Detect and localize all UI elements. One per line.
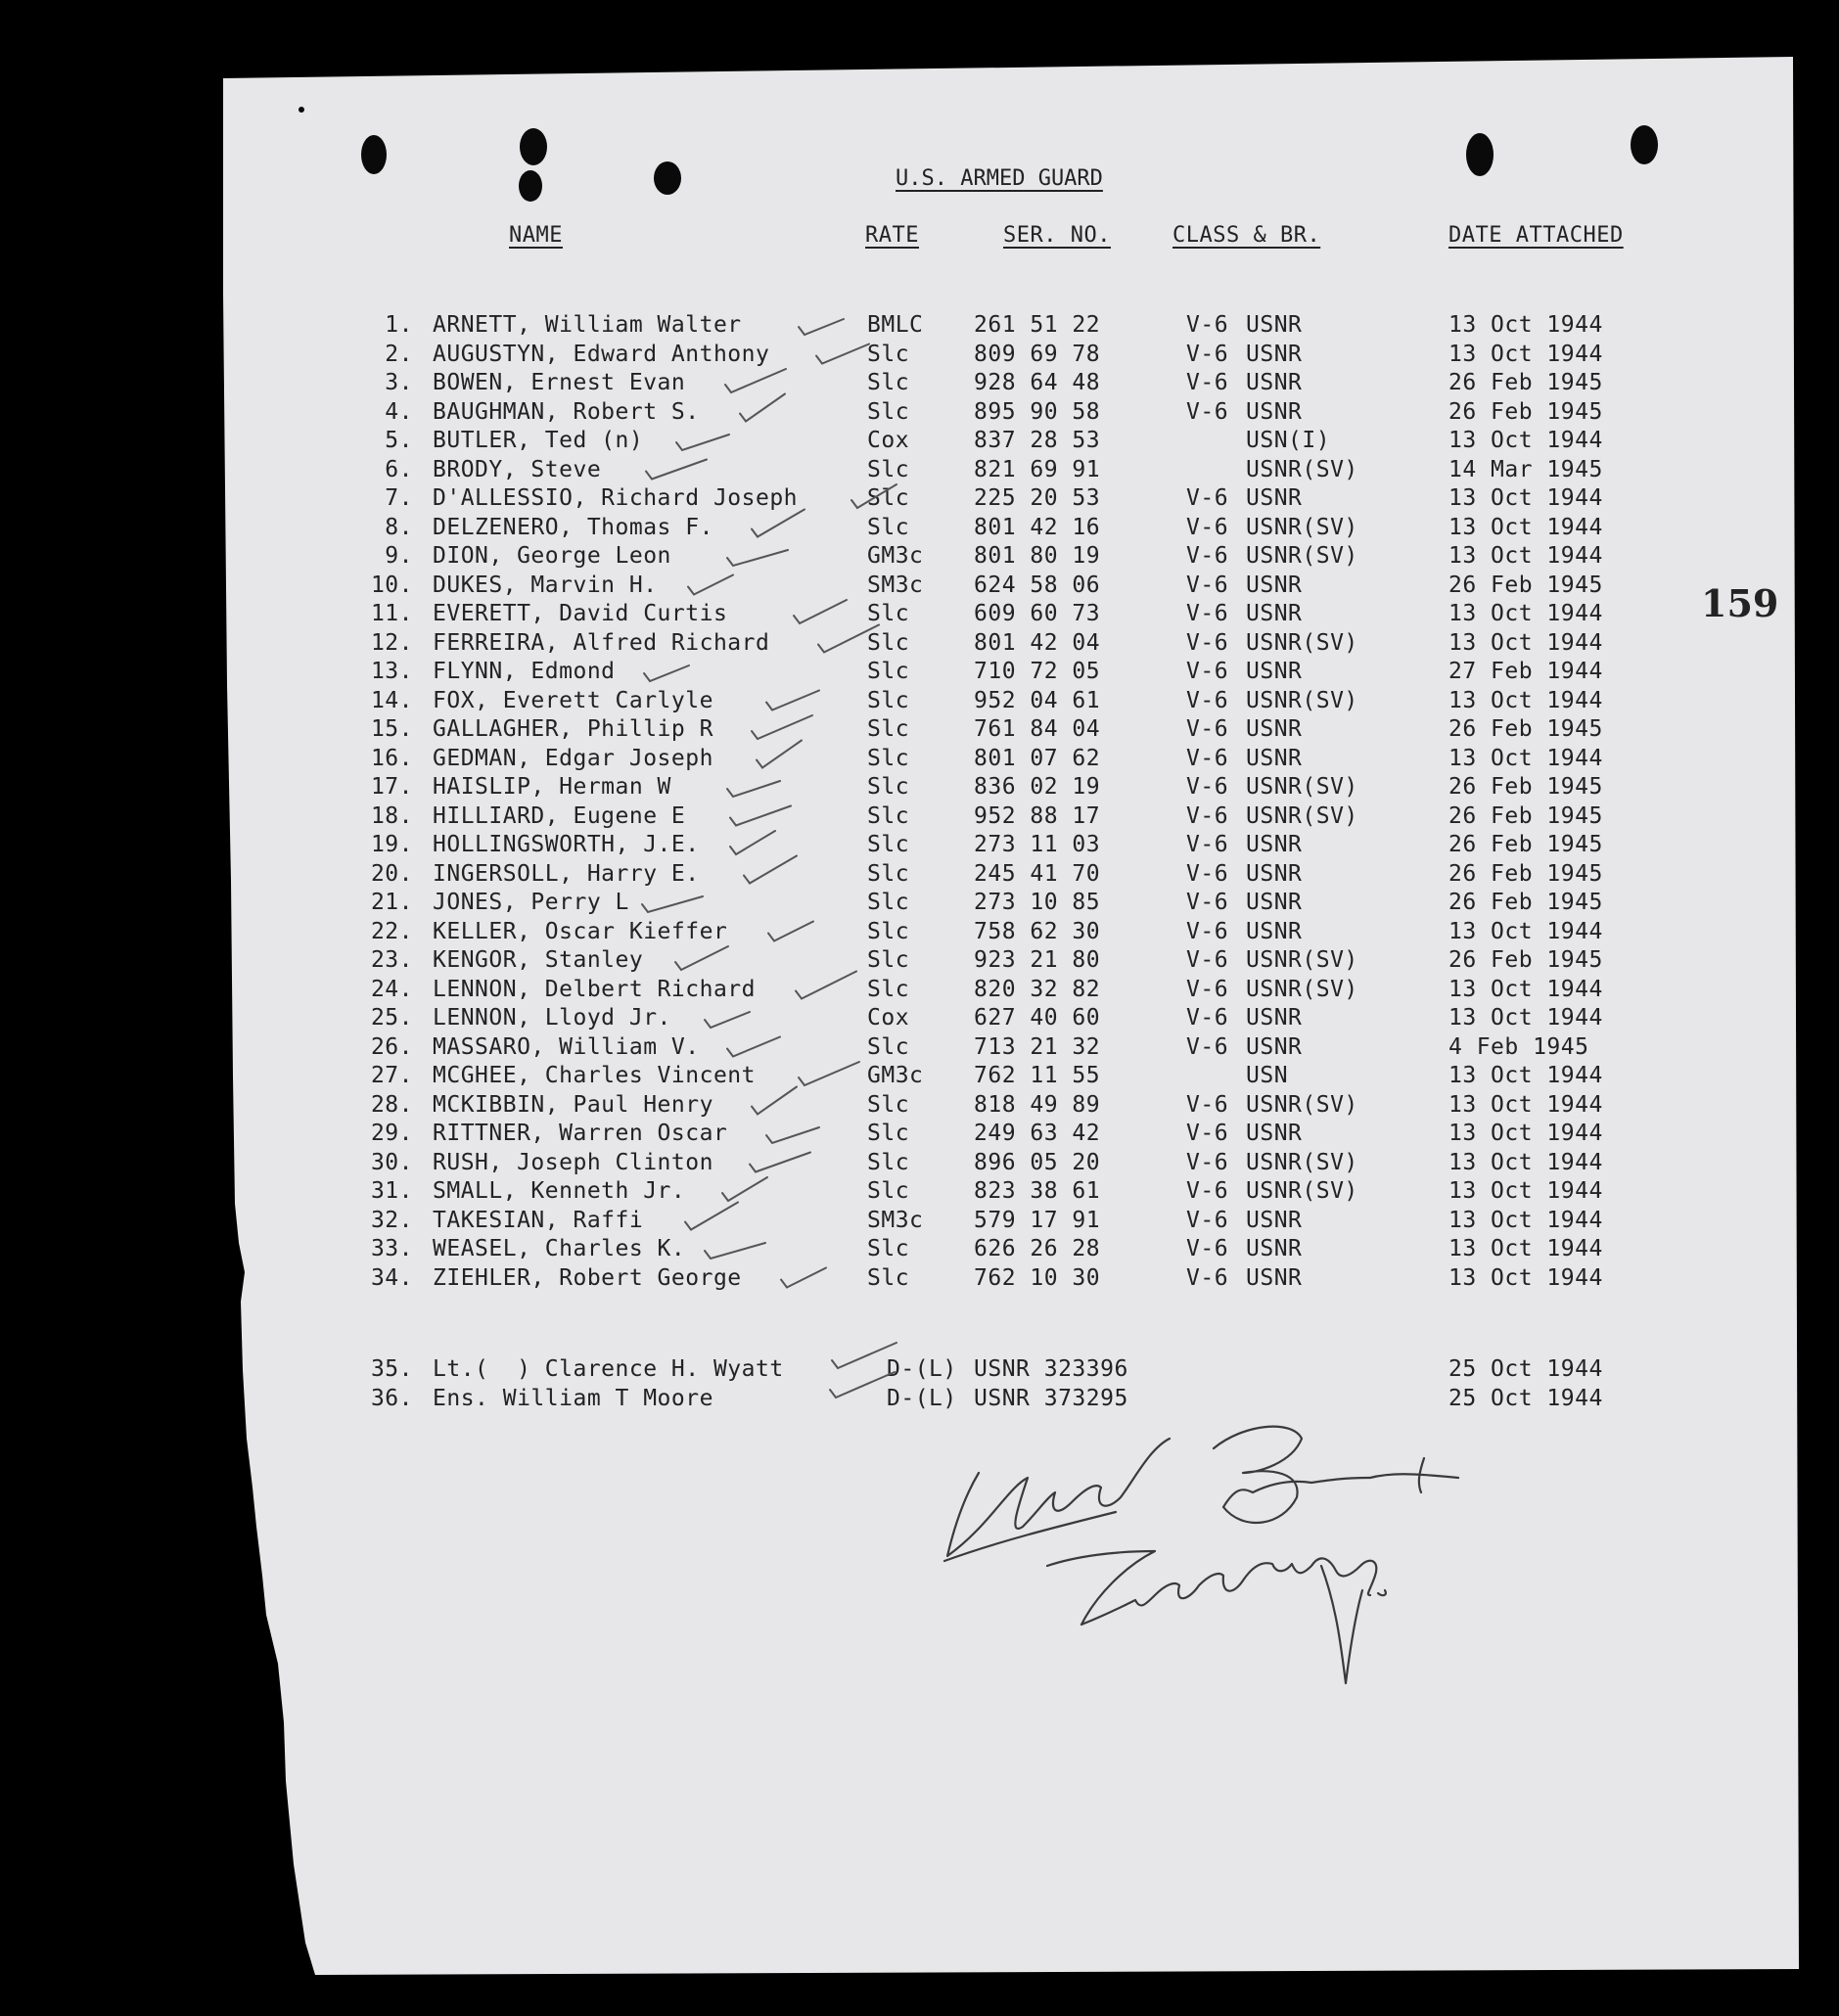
date-attached: 13 Oct 1944 bbox=[1448, 601, 1603, 626]
date-attached: 13 Oct 1944 bbox=[1448, 514, 1603, 540]
class-value: V-6 bbox=[1186, 398, 1229, 425]
class-value: V-6 bbox=[1186, 918, 1229, 944]
header-ser-no: SER. NO. bbox=[1003, 223, 1111, 248]
class-value: V-6 bbox=[1186, 947, 1229, 973]
branch-value: USNR(SV) bbox=[1246, 1091, 1358, 1118]
person-name: DION, George Leon bbox=[433, 543, 671, 569]
branch-value: USNR bbox=[1246, 1264, 1303, 1291]
serial-number: 609 60 73 bbox=[974, 601, 1101, 626]
serial-number: USNR 323396 bbox=[974, 1356, 1128, 1382]
date-attached: 13 Oct 1944 bbox=[1448, 428, 1603, 453]
rate-value: Slc bbox=[867, 832, 910, 857]
punch-hole bbox=[654, 161, 681, 195]
class-value: V-6 bbox=[1186, 1005, 1229, 1031]
row-number: 15. bbox=[370, 716, 413, 742]
officer-name: Ens. William T Moore bbox=[433, 1385, 713, 1411]
serial-number: 762 10 30 bbox=[974, 1264, 1101, 1291]
row-number: 7. bbox=[385, 485, 413, 511]
rate-value: Slc bbox=[867, 1236, 910, 1261]
row-number: 13. bbox=[370, 659, 413, 684]
row-number: 24. bbox=[370, 976, 413, 1002]
serial-number: 801 42 04 bbox=[974, 629, 1101, 656]
row-number: 28. bbox=[370, 1091, 413, 1118]
serial-number: 249 63 42 bbox=[974, 1121, 1101, 1146]
date-attached: 27 Feb 1944 bbox=[1448, 659, 1603, 684]
branch-value: USNR bbox=[1246, 918, 1303, 944]
serial-number: 713 21 32 bbox=[974, 1033, 1101, 1060]
rate-value: Slc bbox=[867, 745, 910, 771]
rate-value: Slc bbox=[867, 341, 910, 367]
branch-value: USNR(SV) bbox=[1246, 947, 1358, 973]
person-name: TAKESIAN, Raffi bbox=[433, 1207, 644, 1233]
branch-value: USNR(SV) bbox=[1246, 976, 1358, 1002]
serial-number: 952 88 17 bbox=[974, 802, 1101, 829]
serial-number: 245 41 70 bbox=[974, 860, 1101, 887]
date-attached: 26 Feb 1945 bbox=[1448, 398, 1603, 425]
person-name: BRODY, Steve bbox=[433, 456, 602, 482]
row-number: 36. bbox=[370, 1385, 413, 1411]
row-number: 14. bbox=[370, 687, 413, 713]
serial-number: 821 69 91 bbox=[974, 456, 1101, 482]
person-name: DUKES, Marvin H. bbox=[433, 572, 658, 598]
date-attached: 13 Oct 1944 bbox=[1448, 1063, 1603, 1088]
class-value: V-6 bbox=[1186, 312, 1229, 338]
serial-number: 761 84 04 bbox=[974, 716, 1101, 742]
branch-value: USNR(SV) bbox=[1246, 629, 1358, 656]
row-number: 5. bbox=[385, 428, 413, 453]
row-number: 2. bbox=[385, 341, 413, 367]
document-title: U.S. ARMED GUARD bbox=[896, 166, 1103, 191]
date-attached: 26 Feb 1945 bbox=[1448, 860, 1603, 887]
rate-value: Slc bbox=[867, 659, 910, 684]
person-name: RITTNER, Warren Oscar bbox=[433, 1121, 728, 1146]
rate-value: Slc bbox=[867, 1091, 910, 1118]
class-value: V-6 bbox=[1186, 543, 1229, 569]
person-name: EVERETT, David Curtis bbox=[433, 601, 728, 626]
person-name: ARNETT, William Walter bbox=[433, 312, 742, 338]
date-attached: 13 Oct 1944 bbox=[1448, 976, 1603, 1002]
class-value: V-6 bbox=[1186, 860, 1229, 887]
branch-value: USNR bbox=[1246, 1033, 1303, 1060]
rate-value: Slc bbox=[867, 1033, 910, 1060]
branch-value: USN(I) bbox=[1246, 428, 1331, 453]
date-attached: 13 Oct 1944 bbox=[1448, 341, 1603, 367]
rate-value: GM3c bbox=[867, 543, 924, 569]
date-attached: 13 Oct 1944 bbox=[1448, 629, 1603, 656]
rate-value: D-(L) bbox=[887, 1385, 957, 1411]
class-value: V-6 bbox=[1186, 485, 1229, 511]
class-value: V-6 bbox=[1186, 1178, 1229, 1204]
rate-value: Slc bbox=[867, 976, 910, 1002]
row-number: 18. bbox=[370, 802, 413, 829]
serial-number: 762 11 55 bbox=[974, 1063, 1101, 1088]
branch-value: USNR(SV) bbox=[1246, 1178, 1358, 1204]
date-attached: 13 Oct 1944 bbox=[1448, 687, 1603, 713]
date-attached: 13 Oct 1944 bbox=[1448, 1149, 1603, 1175]
rate-value: D-(L) bbox=[887, 1356, 957, 1382]
row-number: 27. bbox=[370, 1063, 413, 1088]
serial-number: 710 72 05 bbox=[974, 659, 1101, 684]
branch-value: USNR bbox=[1246, 341, 1303, 367]
serial-number: 823 38 61 bbox=[974, 1178, 1101, 1204]
row-number: 12. bbox=[370, 629, 413, 656]
row-number: 21. bbox=[370, 890, 413, 915]
branch-value: USNR(SV) bbox=[1246, 687, 1358, 713]
punch-hole bbox=[1466, 133, 1494, 176]
branch-value: USNR bbox=[1246, 1005, 1303, 1031]
rate-value: Slc bbox=[867, 774, 910, 800]
serial-number: 626 26 28 bbox=[974, 1236, 1101, 1261]
row-number: 17. bbox=[370, 774, 413, 800]
person-name: ZIEHLER, Robert George bbox=[433, 1264, 742, 1291]
date-attached: 26 Feb 1945 bbox=[1448, 716, 1603, 742]
date-attached: 26 Feb 1945 bbox=[1448, 370, 1603, 395]
officer-name: Lt.( ) Clarence H. Wyatt bbox=[433, 1356, 784, 1382]
class-value: V-6 bbox=[1186, 601, 1229, 626]
person-name: JONES, Perry L bbox=[433, 890, 629, 915]
branch-value: USNR(SV) bbox=[1246, 774, 1358, 800]
class-value: V-6 bbox=[1186, 341, 1229, 367]
rate-value: Slc bbox=[867, 629, 910, 656]
rate-value: Slc bbox=[867, 890, 910, 915]
rate-value: Slc bbox=[867, 1121, 910, 1146]
branch-value: USNR(SV) bbox=[1246, 514, 1358, 540]
date-attached: 14 Mar 1945 bbox=[1448, 456, 1603, 482]
date-attached: 13 Oct 1944 bbox=[1448, 745, 1603, 771]
person-name: MCGHEE, Charles Vincent bbox=[433, 1063, 756, 1088]
serial-number: 273 11 03 bbox=[974, 832, 1101, 857]
row-number: 20. bbox=[370, 860, 413, 887]
rate-value: GM3c bbox=[867, 1063, 924, 1088]
person-name: FLYNN, Edmond bbox=[433, 659, 616, 684]
class-value: V-6 bbox=[1186, 1207, 1229, 1233]
row-number: 1. bbox=[385, 312, 413, 338]
rate-value: Slc bbox=[867, 601, 910, 626]
branch-value: USNR bbox=[1246, 716, 1303, 742]
person-name: FERREIRA, Alfred Richard bbox=[433, 629, 770, 656]
class-value: V-6 bbox=[1186, 1264, 1229, 1291]
person-name: KENGOR, Stanley bbox=[433, 947, 644, 973]
rate-value: Slc bbox=[867, 398, 910, 425]
punch-hole bbox=[361, 135, 387, 174]
rate-value: Slc bbox=[867, 860, 910, 887]
date-attached: 26 Feb 1945 bbox=[1448, 572, 1603, 598]
rate-value: Slc bbox=[867, 456, 910, 482]
branch-value: USNR(SV) bbox=[1246, 1149, 1358, 1175]
branch-value: USNR bbox=[1246, 312, 1303, 338]
branch-value: USNR bbox=[1246, 890, 1303, 915]
rate-value: SM3c bbox=[867, 572, 924, 598]
person-name: BOWEN, Ernest Evan bbox=[433, 370, 686, 395]
date-attached: 13 Oct 1944 bbox=[1448, 1236, 1603, 1261]
rate-value: Slc bbox=[867, 716, 910, 742]
person-name: SMALL, Kenneth Jr. bbox=[433, 1178, 686, 1204]
branch-value: USNR bbox=[1246, 659, 1303, 684]
branch-value: USNR bbox=[1246, 601, 1303, 626]
rate-value: BMLC bbox=[867, 312, 924, 338]
date-attached: 25 Oct 1944 bbox=[1448, 1385, 1603, 1411]
branch-value: USNR bbox=[1246, 1121, 1303, 1146]
class-value: V-6 bbox=[1186, 832, 1229, 857]
row-number: 10. bbox=[370, 572, 413, 598]
class-value: V-6 bbox=[1186, 1091, 1229, 1118]
serial-number: 952 04 61 bbox=[974, 687, 1101, 713]
person-name: BAUGHMAN, Robert S. bbox=[433, 398, 700, 425]
rate-value: SM3c bbox=[867, 1207, 924, 1233]
branch-value: USNR bbox=[1246, 1236, 1303, 1261]
rate-value: Slc bbox=[867, 947, 910, 973]
class-value: V-6 bbox=[1186, 774, 1229, 800]
serial-number: 818 49 89 bbox=[974, 1091, 1101, 1118]
class-value: V-6 bbox=[1186, 514, 1229, 540]
serial-number: 758 62 30 bbox=[974, 918, 1101, 944]
serial-number: 801 07 62 bbox=[974, 745, 1101, 771]
rate-value: Slc bbox=[867, 514, 910, 540]
rate-value: Slc bbox=[867, 485, 910, 511]
rate-value: Slc bbox=[867, 1264, 910, 1291]
serial-number: 261 51 22 bbox=[974, 312, 1101, 338]
serial-number: USNR 373295 bbox=[974, 1385, 1128, 1411]
date-attached: 13 Oct 1944 bbox=[1448, 1121, 1603, 1146]
branch-value: USNR bbox=[1246, 572, 1303, 598]
serial-number: 579 17 91 bbox=[974, 1207, 1101, 1233]
person-name: HOLLINGSWORTH, J.E. bbox=[433, 832, 700, 857]
row-number: 30. bbox=[370, 1149, 413, 1175]
date-attached: 13 Oct 1944 bbox=[1448, 1207, 1603, 1233]
branch-value: USNR bbox=[1246, 370, 1303, 395]
branch-value: USNR bbox=[1246, 398, 1303, 425]
person-name: HAISLIP, Herman W bbox=[433, 774, 671, 800]
date-attached: 13 Oct 1944 bbox=[1448, 1178, 1603, 1204]
row-number: 31. bbox=[370, 1178, 413, 1204]
class-value: V-6 bbox=[1186, 370, 1229, 395]
punch-hole bbox=[520, 128, 547, 165]
person-name: DELZENERO, Thomas F. bbox=[433, 514, 713, 540]
date-attached: 13 Oct 1944 bbox=[1448, 312, 1603, 338]
header-date-attached: DATE ATTACHED bbox=[1448, 223, 1624, 248]
date-attached: 26 Feb 1945 bbox=[1448, 832, 1603, 857]
date-attached: 4 Feb 1945 bbox=[1448, 1033, 1589, 1060]
serial-number: 895 90 58 bbox=[974, 398, 1101, 425]
branch-value: USNR bbox=[1246, 485, 1303, 511]
date-attached: 13 Oct 1944 bbox=[1448, 1091, 1603, 1118]
header-name: NAME bbox=[509, 223, 563, 248]
branch-value: USNR bbox=[1246, 745, 1303, 771]
branch-value: USNR bbox=[1246, 860, 1303, 887]
serial-number: 624 58 06 bbox=[974, 572, 1101, 598]
rate-value: Slc bbox=[867, 918, 910, 944]
serial-number: 273 10 85 bbox=[974, 890, 1101, 915]
branch-value: USNR(SV) bbox=[1246, 543, 1358, 569]
rate-value: Slc bbox=[867, 370, 910, 395]
person-name: GEDMAN, Edgar Joseph bbox=[433, 745, 713, 771]
row-number: 4. bbox=[385, 398, 413, 425]
row-number: 35. bbox=[370, 1356, 413, 1382]
class-value: V-6 bbox=[1186, 745, 1229, 771]
person-name: LENNON, Lloyd Jr. bbox=[433, 1005, 671, 1031]
person-name: HILLIARD, Eugene E bbox=[433, 802, 686, 829]
row-number: 16. bbox=[370, 745, 413, 771]
date-attached: 26 Feb 1945 bbox=[1448, 774, 1603, 800]
date-attached: 13 Oct 1944 bbox=[1448, 485, 1603, 511]
row-number: 23. bbox=[370, 947, 413, 973]
date-attached: 13 Oct 1944 bbox=[1448, 543, 1603, 569]
serial-number: 801 80 19 bbox=[974, 543, 1101, 569]
date-attached: 25 Oct 1944 bbox=[1448, 1356, 1603, 1382]
person-name: FOX, Everett Carlyle bbox=[433, 687, 713, 713]
date-attached: 26 Feb 1945 bbox=[1448, 890, 1603, 915]
date-attached: 26 Feb 1945 bbox=[1448, 802, 1603, 829]
row-number: 34. bbox=[370, 1264, 413, 1291]
class-value: V-6 bbox=[1186, 629, 1229, 656]
header-class-br: CLASS & BR. bbox=[1172, 223, 1321, 248]
branch-value: USN bbox=[1246, 1063, 1289, 1088]
speck bbox=[299, 107, 304, 113]
rate-value: Cox bbox=[867, 428, 910, 453]
class-value: V-6 bbox=[1186, 572, 1229, 598]
punch-hole bbox=[1631, 125, 1658, 164]
class-value: V-6 bbox=[1186, 1033, 1229, 1060]
class-value: V-6 bbox=[1186, 890, 1229, 915]
rate-value: Slc bbox=[867, 802, 910, 829]
branch-value: USNR bbox=[1246, 832, 1303, 857]
serial-number: 225 20 53 bbox=[974, 485, 1101, 511]
row-number: 25. bbox=[370, 1005, 413, 1031]
rate-value: Slc bbox=[867, 1178, 910, 1204]
class-value: V-6 bbox=[1186, 659, 1229, 684]
class-value: V-6 bbox=[1186, 976, 1229, 1002]
serial-number: 896 05 20 bbox=[974, 1149, 1101, 1175]
class-value: V-6 bbox=[1186, 687, 1229, 713]
serial-number: 809 69 78 bbox=[974, 341, 1101, 367]
row-number: 32. bbox=[370, 1207, 413, 1233]
person-name: AUGUSTYN, Edward Anthony bbox=[433, 341, 770, 367]
date-attached: 13 Oct 1944 bbox=[1448, 1005, 1603, 1031]
person-name: D'ALLESSIO, Richard Joseph bbox=[433, 485, 799, 511]
branch-value: USNR(SV) bbox=[1246, 456, 1358, 482]
row-number: 19. bbox=[370, 832, 413, 857]
rate-value: Slc bbox=[867, 687, 910, 713]
serial-number: 923 21 80 bbox=[974, 947, 1101, 973]
class-value: V-6 bbox=[1186, 1121, 1229, 1146]
branch-value: USNR bbox=[1246, 1207, 1303, 1233]
page-number: 159 bbox=[1701, 581, 1779, 625]
row-number: 9. bbox=[385, 543, 413, 569]
rate-value: Cox bbox=[867, 1005, 910, 1031]
person-name: MCKIBBIN, Paul Henry bbox=[433, 1091, 713, 1118]
serial-number: 627 40 60 bbox=[974, 1005, 1101, 1031]
class-value: V-6 bbox=[1186, 716, 1229, 742]
row-number: 29. bbox=[370, 1121, 413, 1146]
date-attached: 13 Oct 1944 bbox=[1448, 918, 1603, 944]
class-value: V-6 bbox=[1186, 802, 1229, 829]
person-name: WEASEL, Charles K. bbox=[433, 1236, 686, 1261]
class-value: V-6 bbox=[1186, 1149, 1229, 1175]
date-attached: 13 Oct 1944 bbox=[1448, 1264, 1603, 1291]
row-number: 6. bbox=[385, 456, 413, 482]
person-name: GALLAGHER, Phillip R bbox=[433, 716, 713, 742]
person-name: INGERSOLL, Harry E. bbox=[433, 860, 700, 887]
row-number: 33. bbox=[370, 1236, 413, 1261]
row-number: 22. bbox=[370, 918, 413, 944]
serial-number: 928 64 48 bbox=[974, 370, 1101, 395]
branch-value: USNR(SV) bbox=[1246, 802, 1358, 829]
date-attached: 26 Feb 1945 bbox=[1448, 947, 1603, 973]
serial-number: 820 32 82 bbox=[974, 976, 1101, 1002]
header-rate: RATE bbox=[865, 223, 919, 248]
punch-hole bbox=[519, 170, 542, 202]
class-value: V-6 bbox=[1186, 1236, 1229, 1261]
row-number: 3. bbox=[385, 370, 413, 395]
rate-value: Slc bbox=[867, 1149, 910, 1175]
person-name: LENNON, Delbert Richard bbox=[433, 976, 756, 1002]
row-number: 8. bbox=[385, 514, 413, 540]
person-name: MASSARO, William V. bbox=[433, 1033, 700, 1060]
serial-number: 801 42 16 bbox=[974, 514, 1101, 540]
person-name: KELLER, Oscar Kieffer bbox=[433, 918, 728, 944]
serial-number: 837 28 53 bbox=[974, 428, 1101, 453]
person-name: BUTLER, Ted (n) bbox=[433, 428, 644, 453]
row-number: 26. bbox=[370, 1033, 413, 1060]
serial-number: 836 02 19 bbox=[974, 774, 1101, 800]
person-name: RUSH, Joseph Clinton bbox=[433, 1149, 713, 1175]
row-number: 11. bbox=[370, 601, 413, 626]
